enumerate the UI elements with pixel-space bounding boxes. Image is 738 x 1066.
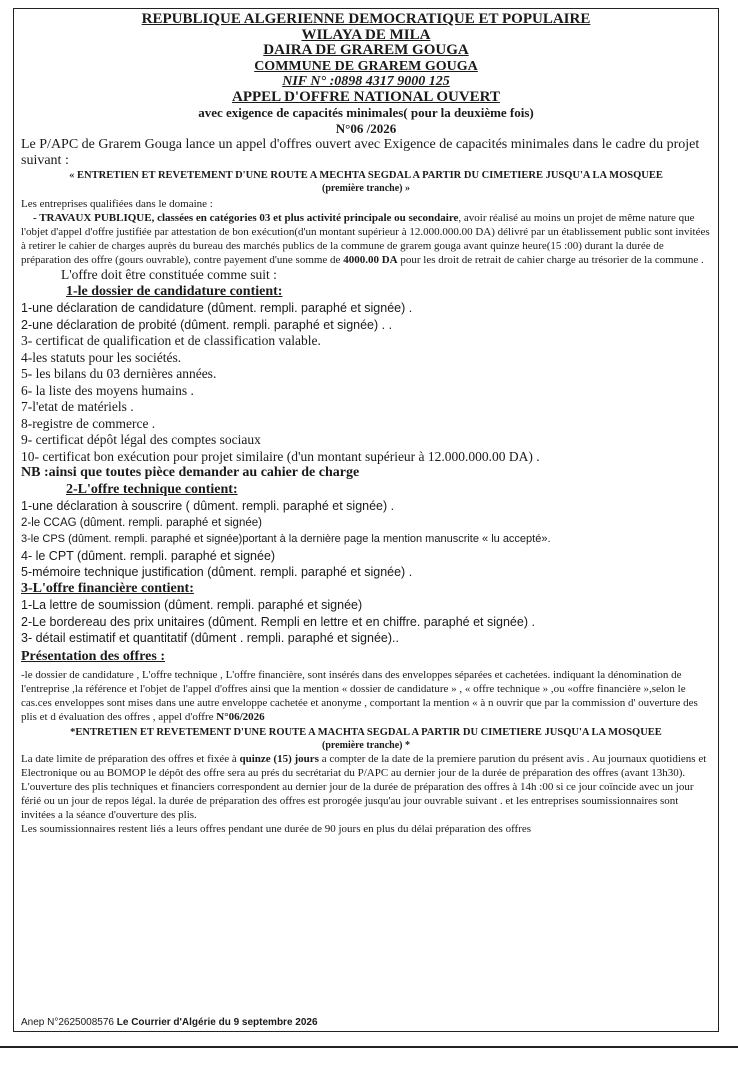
list-item: 1-une déclaration de candidature (dûment. rempli. paraphé et signée) . [21, 301, 413, 315]
header-wilaya: WILAYA DE MILA [301, 26, 431, 43]
list-item: 3- certificat de qualification et de classification valable. [21, 333, 321, 348]
tender-number: N°06 /2026 [335, 120, 397, 136]
section3-list [21, 597, 711, 647]
nb-note: NB :ainsi que toutes pièce demander au cahier de charge [21, 465, 360, 480]
deadline-post: a compter de la date de la premiere parution du présent avis . Au journaux quotidiens et Electronique ou au BOMOP le dépôt des offre sera au prés du secrétariat du P/APC au dernier jour de la durée de préparation des offres (avant 13h30). [21, 752, 707, 779]
publication-footer [21, 1017, 318, 1028]
project-title: « ENTRETIEN ET REVETEMENT D'UNE ROUTE A MECHTA SEGDAL A PARTIR DU CIMETIERE JUSQU'A LA MOSQUEE [69, 170, 663, 181]
list-item: 2-Le bordereau des prix unitaires (dûment. Rempli en lettre et en chiffre. paraphé et signée) . [21, 614, 535, 629]
list-item: 2-le CCAG (dûment. rempli. paraphé et signée) [21, 516, 262, 529]
presentation-text: -le dossier de candidature , L'offre technique , L'offre financière, sont insérés dans des enveloppes séparées et cachetées. indiquant la dénomination de l'entreprise ,la référence et l'objet de l'appel d'offres ainsi que la mention « dossier de candidature » , « offre technique » ,ou «offre financière »,selon le cas.ces enveloppes sont mises dans une autre enveloppe cachetée et anonyme , comportant la mention « à n ouvrir que par la commission d' ouverture des plis et d évaluation des offres , appel d'offre [21, 668, 698, 723]
project-tranche: (première tranche) » [322, 183, 410, 194]
list-item: 9- certificat dépôt légal des comptes sociaux [21, 432, 261, 447]
project-title-repeat: *ENTRETIEN ET REVETEMENT D'UNE ROUTE A MACHTA SEGDAL A PARTIR DU CIMETIERE JUSQU'A LA MOSQUEE [70, 726, 662, 738]
eligibility-paragraph [21, 211, 711, 267]
deadline-bold: quinze (15) jours [239, 752, 319, 765]
journal-reference: Le Courrier d'Algérie du 9 septembre 2026 [116, 1017, 318, 1028]
list-item: 3-le CPS (dûment. rempli. paraphé et signée)portant à la dernière page la mention manuscrite « lu accepté». [21, 533, 551, 545]
eligibility-bold: - TRAVAUX PUBLIQUE, classées en catégories 03 et plus activité principale ou secondaire [33, 212, 459, 224]
header-republic: REPUBLIQUE ALGERIENNE DEMOCRATIQUE ET POPULAIRE [141, 11, 591, 27]
project-tranche-repeat: (première tranche) * [322, 739, 410, 751]
eligibility-tail: pour les droit de retrait de cahier charge au trésorier de la commune . [397, 254, 704, 266]
eligibility-amount: 4000.00 DA [343, 254, 398, 266]
notice-body [21, 12, 711, 836]
opening-paragraph: L'ouverture des plis techniques et financiers correspondent au dernier jour de la durée de préparation des offres à 14h :00 si ce jour coïncide avec un jour férié ou un jour de repos légal. la durée de préparation des offres est prorogée jusqu'au jour ouvrable suivant . et les entreprises soumissionnaires sont invitées a la séance d'ouverture des plis. [21, 780, 694, 821]
eligibility-rest: , avoir réalisé au moins un projet de même nature que l'objet d'appel d'offre justifiée par attestation de bon exécution(d'un montant supérieur à 12.000.000.00 DA) délivré par un établissement public sont invitées à retirer le cahier de charges auprès du bureau des marchés publics de la commune de grarem gouga avant quinze heure(15 :00) durant la durée de préparation des offre (gours ouvrable), contre payement d'une somme de [21, 212, 710, 266]
section1-title: 1-le dossier de candidature contient: [66, 283, 283, 299]
anep-number: Anep N°2625008576 [21, 1017, 117, 1028]
validity-paragraph: Les soumissionnaires restent liés a leurs offres pendant une durée de 90 jours en plus du délai préparation des offres [21, 822, 532, 835]
presentation-title: Présentation des offres : [21, 648, 165, 664]
list-item: 6- la liste des moyens humains . [21, 382, 194, 398]
tender-subtitle: avec exigence de capacités minimales( pour la deuxième fois) [198, 105, 534, 120]
list-item: 5-mémoire technique justification (dûment. rempli. paraphé et signée) . [21, 565, 413, 579]
list-item: 7-l'etat de matériels . [21, 399, 134, 414]
section3-title: 3-L'offre financière contient: [21, 580, 194, 596]
deadline-paragraph [21, 752, 711, 780]
header-nif: NIF N° :0898 4317 9000 125 [282, 74, 450, 89]
list-item: 1-La lettre de soumission (dûment. rempli. paraphé et signée) [21, 598, 363, 612]
intro-paragraph: Le P/APC de Grarem Gouga lance un appel d'offres ouvert avec Exigence de capacités minimales dans le cadre du projet suivant : [21, 137, 700, 168]
presentation-ref: N°06/2026 [216, 710, 265, 723]
presentation-paragraph [21, 668, 711, 724]
header-daira: DAIRA DE GRAREM GOUGA [263, 42, 469, 58]
eligibility-lead: Les entreprises qualifiées dans le domaine : [21, 198, 213, 210]
list-item: 8-registre de commerce . [21, 415, 156, 431]
bottom-divider [0, 1046, 738, 1048]
section1-list [21, 300, 711, 465]
list-item: 1-une déclaration à souscrire ( dûment. rempli. paraphé et signée) . [21, 499, 395, 513]
list-item: 2-une déclaration de probité (dûment. rempli. paraphé et signée) . . [21, 317, 393, 332]
list-item: 3- détail estimatif et quantitatif (dûment . rempli. paraphé et signée).. [21, 631, 399, 645]
deadline-pre: La date limite de préparation des offres et fixée à [21, 752, 240, 765]
header-commune: COMMUNE DE GRAREM GOUGA [254, 58, 478, 74]
offer-constituted: L'offre doit être constituée comme suit : [61, 267, 277, 282]
section2-list [21, 498, 711, 581]
list-item: 4-les statuts pour les sociétés. [21, 349, 182, 365]
section2-title: 2-L'offre technique contient: [66, 481, 238, 497]
list-item: 4- le CPT (dûment. rempli. paraphé et signée) [21, 548, 276, 563]
list-item: 10- certificat bon exécution pour projet similaire (d'un montant supérieur à 12.000.000.00 DA) . [21, 448, 540, 464]
list-item: 5- les bilans du 03 dernières années. [21, 366, 217, 381]
tender-title: APPEL D'OFFRE NATIONAL OUVERT [232, 88, 500, 105]
notice-frame [13, 8, 719, 1032]
